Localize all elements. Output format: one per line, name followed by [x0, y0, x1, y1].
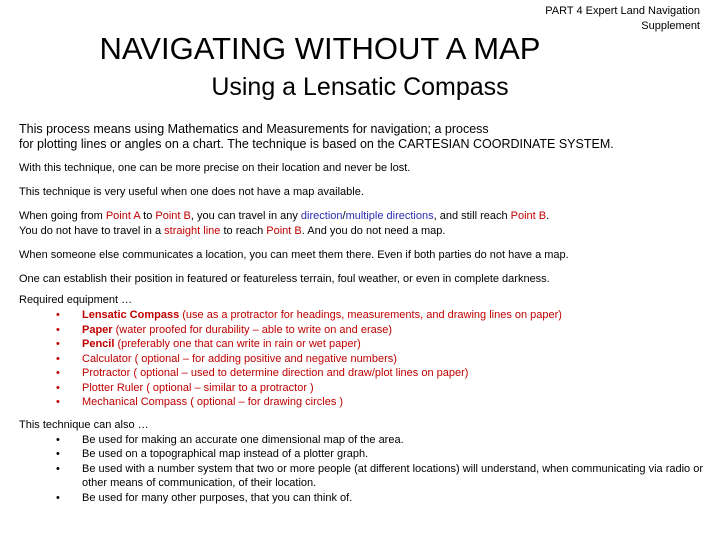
slide-body — [19, 122, 709, 513]
part-label-line1: PART 4 Expert Land Navigation — [545, 5, 700, 17]
bullet-icon: • — [56, 462, 60, 475]
point-a-term: Point A — [105, 210, 141, 222]
intro-paragraph — [19, 122, 709, 152]
terrain-paragraph: One can establish their position in featured or featureless terrain, foul weather, or even in complete darkness. — [19, 273, 550, 285]
straight-line-term: straight line — [164, 225, 221, 237]
bullet-icon: • — [56, 352, 60, 365]
equipment-list — [19, 308, 709, 410]
travel-paragraph — [19, 209, 709, 239]
point-b-term-3: Point B — [266, 225, 302, 237]
intro-line-1: This process means using Mathematics and Measurements for navigation; a process — [19, 122, 489, 136]
list-item: • Paper (water proofed for durability – able to write on and erase) — [56, 323, 393, 336]
communication-paragraph: When someone else communicates a location, you can meet them there. Even if both parties do not have a map. — [19, 249, 569, 261]
equipment-heading: Required equipment … — [19, 294, 133, 306]
list-item: • Plotter Ruler ( optional – similar to a protractor ) — [56, 381, 314, 394]
part-label-line2: Supplement — [641, 20, 700, 32]
list-item: • Be used with a number system that two or more people (at different locations) will understand, when communicating via radio or other means of communication, of their location. — [56, 462, 703, 489]
point-b-term-2: Point B — [510, 210, 547, 222]
bullet-icon: • — [56, 396, 60, 408]
page-title: NAVIGATING WITHOUT A MAP — [99, 31, 541, 66]
travel-line-2: You do not have to travel in a straight line to reach Point B. And you do not need a map. — [19, 225, 446, 237]
precision-paragraph: With this technique, one can be more precise on their location and never be lost. — [19, 162, 411, 174]
point-b-term: Point B — [155, 210, 191, 222]
bullet-icon: • — [56, 448, 60, 460]
multiple-directions-term: multiple directions — [345, 210, 434, 222]
bullet-icon: • — [56, 309, 60, 321]
travel-line-1: When going from Point A to Point B, you can travel in any direction/multiple directions, and still reach Point B. — [19, 210, 550, 222]
list-item: • Be used on a topographical map instead of a plotter graph. — [56, 448, 369, 460]
also-list — [19, 433, 709, 506]
bullet-icon: • — [56, 338, 60, 350]
direction-term: direction — [300, 210, 343, 222]
intro-line-2: for plotting lines or angles on a chart. The technique is based on the CARTESIAN COORDINATE SYSTEM. — [19, 137, 614, 151]
list-item: • Lensatic Compass (use as a protractor for headings, measurements, and drawing lines on paper) — [56, 309, 562, 321]
no-map-paragraph: This technique is very useful when one does not have a map available. — [19, 186, 364, 198]
list-item: • Protractor ( optional – used to determine direction and draw/plot lines on paper) — [56, 367, 469, 379]
also-heading: This technique can also … — [19, 418, 149, 431]
list-item: • Be used for making an accurate one dimensional map of the area. — [56, 433, 404, 446]
bullet-icon: • — [56, 491, 60, 504]
bullet-icon: • — [56, 381, 60, 394]
bullet-icon: • — [56, 323, 60, 336]
list-item: • Pencil (preferably one that can write in rain or wet paper) — [56, 338, 361, 350]
bullet-icon: • — [56, 367, 60, 379]
list-item: • Be used for many other purposes, that you can think of. — [56, 491, 353, 504]
list-item: • Calculator ( optional – for adding positive and negative numbers) — [56, 352, 397, 365]
bullet-icon: • — [56, 433, 60, 446]
page-subtitle: Using a Lensatic Compass — [211, 73, 509, 101]
list-item: • Mechanical Compass ( optional – for drawing circles ) — [56, 396, 344, 408]
